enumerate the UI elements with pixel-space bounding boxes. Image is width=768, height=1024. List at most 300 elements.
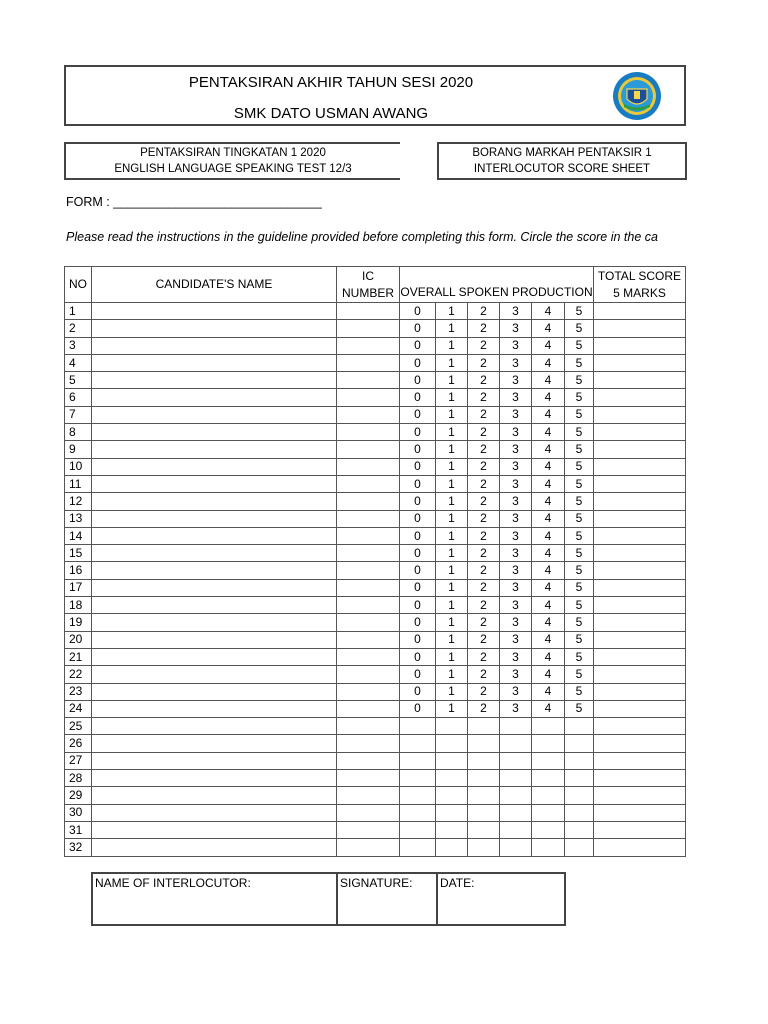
candidate-name-cell[interactable] xyxy=(92,372,337,389)
ic-number-cell[interactable] xyxy=(337,527,400,544)
score-option-cell[interactable]: 1 xyxy=(436,458,468,475)
score-option-cell[interactable]: 1 xyxy=(436,475,468,492)
candidate-name-cell[interactable] xyxy=(92,683,337,700)
score-option-cell[interactable]: 0 xyxy=(400,406,436,423)
candidate-name-cell[interactable] xyxy=(92,821,337,838)
score-option-cell[interactable]: 4 xyxy=(532,303,565,320)
score-option-cell[interactable]: 2 xyxy=(468,424,500,441)
score-option-cell[interactable]: 4 xyxy=(532,648,565,665)
candidate-name-cell[interactable] xyxy=(92,406,337,423)
score-option-cell[interactable]: 1 xyxy=(436,354,468,371)
score-option-cell[interactable]: 0 xyxy=(400,562,436,579)
candidate-name-cell[interactable] xyxy=(92,562,337,579)
total-score-cell[interactable] xyxy=(594,804,686,821)
ic-number-cell[interactable] xyxy=(337,839,400,856)
total-score-cell[interactable] xyxy=(594,354,686,371)
score-option-cell[interactable]: 1 xyxy=(436,614,468,631)
ic-number-cell[interactable] xyxy=(337,320,400,337)
signature-field[interactable] xyxy=(338,874,438,924)
score-option-cell[interactable] xyxy=(500,735,532,752)
score-option-cell[interactable]: 3 xyxy=(500,666,532,683)
total-score-cell[interactable] xyxy=(594,839,686,856)
candidate-name-cell[interactable] xyxy=(92,735,337,752)
score-option-cell[interactable]: 3 xyxy=(500,631,532,648)
ic-number-cell[interactable] xyxy=(337,804,400,821)
candidate-name-cell[interactable] xyxy=(92,752,337,769)
score-option-cell[interactable] xyxy=(532,718,565,735)
score-option-cell[interactable]: 5 xyxy=(565,614,594,631)
score-option-cell[interactable] xyxy=(500,718,532,735)
total-score-cell[interactable] xyxy=(594,562,686,579)
score-option-cell[interactable]: 3 xyxy=(500,372,532,389)
total-score-cell[interactable] xyxy=(594,752,686,769)
score-option-cell[interactable]: 2 xyxy=(468,700,500,717)
score-option-cell[interactable] xyxy=(500,752,532,769)
score-option-cell[interactable] xyxy=(532,821,565,838)
score-option-cell[interactable] xyxy=(500,770,532,787)
score-option-cell[interactable]: 2 xyxy=(468,337,500,354)
score-option-cell[interactable]: 4 xyxy=(532,579,565,596)
candidate-name-cell[interactable] xyxy=(92,320,337,337)
score-option-cell[interactable]: 3 xyxy=(500,320,532,337)
score-option-cell[interactable]: 0 xyxy=(400,527,436,544)
total-score-cell[interactable] xyxy=(594,320,686,337)
score-option-cell[interactable]: 5 xyxy=(565,320,594,337)
score-option-cell[interactable]: 0 xyxy=(400,614,436,631)
total-score-cell[interactable] xyxy=(594,735,686,752)
candidate-name-cell[interactable] xyxy=(92,787,337,804)
score-option-cell[interactable]: 4 xyxy=(532,441,565,458)
score-option-cell[interactable]: 4 xyxy=(532,493,565,510)
score-option-cell[interactable]: 3 xyxy=(500,406,532,423)
score-option-cell[interactable]: 4 xyxy=(532,597,565,614)
score-option-cell[interactable] xyxy=(436,804,468,821)
score-option-cell[interactable] xyxy=(565,787,594,804)
score-option-cell[interactable]: 1 xyxy=(436,303,468,320)
candidate-name-cell[interactable] xyxy=(92,597,337,614)
total-score-cell[interactable] xyxy=(594,441,686,458)
ic-number-cell[interactable] xyxy=(337,493,400,510)
total-score-cell[interactable] xyxy=(594,389,686,406)
candidate-name-cell[interactable] xyxy=(92,475,337,492)
score-option-cell[interactable] xyxy=(468,839,500,856)
school-crest-icon xyxy=(612,71,662,121)
score-option-cell[interactable] xyxy=(400,821,436,838)
score-option-cell[interactable]: 5 xyxy=(565,354,594,371)
score-option-cell[interactable]: 3 xyxy=(500,579,532,596)
score-option-cell[interactable]: 1 xyxy=(436,389,468,406)
score-option-cell[interactable] xyxy=(436,839,468,856)
score-option-cell[interactable] xyxy=(436,718,468,735)
score-option-cell[interactable]: 4 xyxy=(532,545,565,562)
score-option-cell[interactable]: 2 xyxy=(468,631,500,648)
score-option-cell[interactable]: 1 xyxy=(436,631,468,648)
ic-number-cell[interactable] xyxy=(337,752,400,769)
candidate-name-cell[interactable] xyxy=(92,545,337,562)
total-score-cell[interactable] xyxy=(594,787,686,804)
score-option-cell[interactable]: 4 xyxy=(532,389,565,406)
total-score-cell[interactable] xyxy=(594,337,686,354)
score-option-cell[interactable] xyxy=(400,718,436,735)
ic-number-cell[interactable] xyxy=(337,303,400,320)
score-option-cell[interactable]: 3 xyxy=(500,510,532,527)
ic-number-cell[interactable] xyxy=(337,787,400,804)
candidate-name-cell[interactable] xyxy=(92,493,337,510)
candidate-name-cell[interactable] xyxy=(92,804,337,821)
score-option-cell[interactable] xyxy=(468,752,500,769)
score-option-cell[interactable]: 2 xyxy=(468,545,500,562)
candidate-name-cell[interactable] xyxy=(92,458,337,475)
ic-number-cell[interactable] xyxy=(337,372,400,389)
score-option-cell[interactable]: 4 xyxy=(532,700,565,717)
interlocutor-name-field[interactable] xyxy=(93,874,338,924)
score-option-cell[interactable]: 4 xyxy=(532,424,565,441)
score-option-cell[interactable]: 2 xyxy=(468,458,500,475)
score-option-cell[interactable]: 0 xyxy=(400,337,436,354)
score-option-cell[interactable]: 2 xyxy=(468,510,500,527)
total-score-cell[interactable] xyxy=(594,770,686,787)
candidate-name-cell[interactable] xyxy=(92,303,337,320)
ic-number-cell[interactable] xyxy=(337,614,400,631)
score-option-cell[interactable]: 2 xyxy=(468,493,500,510)
score-option-cell[interactable] xyxy=(532,752,565,769)
score-option-cell[interactable]: 4 xyxy=(532,320,565,337)
score-option-cell[interactable]: 1 xyxy=(436,597,468,614)
total-score-cell[interactable] xyxy=(594,424,686,441)
score-option-cell[interactable]: 2 xyxy=(468,597,500,614)
score-option-cell[interactable]: 2 xyxy=(468,562,500,579)
score-option-cell[interactable]: 4 xyxy=(532,372,565,389)
score-option-cell[interactable]: 3 xyxy=(500,527,532,544)
score-option-cell[interactable]: 0 xyxy=(400,475,436,492)
score-option-cell[interactable]: 4 xyxy=(532,337,565,354)
ic-number-cell[interactable] xyxy=(337,562,400,579)
score-option-cell[interactable]: 4 xyxy=(532,475,565,492)
total-score-cell[interactable] xyxy=(594,666,686,683)
score-option-cell[interactable]: 0 xyxy=(400,510,436,527)
total-score-cell[interactable] xyxy=(594,821,686,838)
score-option-cell[interactable]: 2 xyxy=(468,303,500,320)
total-score-cell[interactable] xyxy=(594,303,686,320)
score-option-cell[interactable]: 4 xyxy=(532,683,565,700)
score-option-cell[interactable]: 1 xyxy=(436,441,468,458)
score-option-cell[interactable] xyxy=(500,821,532,838)
form-field[interactable]: FORM : ______________________________ xyxy=(66,195,322,209)
ic-number-cell[interactable] xyxy=(337,424,400,441)
score-option-cell[interactable] xyxy=(436,735,468,752)
score-option-cell[interactable] xyxy=(400,770,436,787)
score-option-cell[interactable] xyxy=(400,735,436,752)
score-option-cell[interactable]: 2 xyxy=(468,354,500,371)
score-option-cell[interactable]: 3 xyxy=(500,424,532,441)
score-option-cell[interactable]: 4 xyxy=(532,631,565,648)
score-option-cell[interactable]: 3 xyxy=(500,683,532,700)
score-option-cell[interactable]: 0 xyxy=(400,389,436,406)
score-option-cell[interactable]: 3 xyxy=(500,648,532,665)
score-option-cell[interactable]: 0 xyxy=(400,458,436,475)
ic-number-cell[interactable] xyxy=(337,354,400,371)
score-option-cell[interactable]: 3 xyxy=(500,303,532,320)
ic-number-cell[interactable] xyxy=(337,475,400,492)
ic-number-cell[interactable] xyxy=(337,700,400,717)
score-option-cell[interactable]: 5 xyxy=(565,579,594,596)
instructions-text: Please read the instructions in the guideline provided before completing this form. Circle the score in the ca xyxy=(66,230,658,244)
score-option-cell[interactable]: 5 xyxy=(565,424,594,441)
score-option-cell[interactable]: 0 xyxy=(400,597,436,614)
score-option-cell[interactable] xyxy=(400,804,436,821)
ic-number-cell[interactable] xyxy=(337,821,400,838)
total-score-cell[interactable] xyxy=(594,597,686,614)
score-option-cell[interactable]: 5 xyxy=(565,562,594,579)
score-option-cell[interactable]: 1 xyxy=(436,527,468,544)
total-score-cell[interactable] xyxy=(594,631,686,648)
score-option-cell[interactable]: 2 xyxy=(468,648,500,665)
score-option-cell[interactable] xyxy=(400,839,436,856)
candidate-name-cell[interactable] xyxy=(92,424,337,441)
score-option-cell[interactable]: 1 xyxy=(436,545,468,562)
score-option-cell[interactable]: 5 xyxy=(565,648,594,665)
score-option-cell[interactable]: 5 xyxy=(565,493,594,510)
score-option-cell[interactable]: 3 xyxy=(500,441,532,458)
table-row xyxy=(65,666,686,683)
score-option-cell[interactable] xyxy=(500,839,532,856)
score-option-cell[interactable]: 0 xyxy=(400,683,436,700)
score-option-cell[interactable] xyxy=(468,718,500,735)
score-option-cell[interactable] xyxy=(400,787,436,804)
candidate-name-cell[interactable] xyxy=(92,527,337,544)
total-score-cell[interactable] xyxy=(594,700,686,717)
score-option-cell[interactable] xyxy=(565,804,594,821)
score-option-cell[interactable]: 1 xyxy=(436,320,468,337)
score-option-cell[interactable] xyxy=(436,770,468,787)
ic-number-cell[interactable] xyxy=(337,389,400,406)
score-option-cell[interactable]: 3 xyxy=(500,493,532,510)
score-option-cell[interactable]: 5 xyxy=(565,683,594,700)
total-score-cell[interactable] xyxy=(594,614,686,631)
ic-number-cell[interactable] xyxy=(337,631,400,648)
score-option-cell[interactable]: 2 xyxy=(468,389,500,406)
score-option-cell[interactable] xyxy=(532,804,565,821)
score-option-cell[interactable] xyxy=(565,752,594,769)
ic-number-cell[interactable] xyxy=(337,770,400,787)
ic-number-cell[interactable] xyxy=(337,406,400,423)
candidate-name-cell[interactable] xyxy=(92,579,337,596)
score-option-cell[interactable]: 1 xyxy=(436,337,468,354)
score-option-cell[interactable]: 3 xyxy=(500,597,532,614)
total-score-cell[interactable] xyxy=(594,372,686,389)
ic-number-cell[interactable] xyxy=(337,683,400,700)
score-option-cell[interactable] xyxy=(436,752,468,769)
score-option-cell[interactable]: 0 xyxy=(400,700,436,717)
score-option-cell[interactable] xyxy=(532,787,565,804)
score-option-cell[interactable]: 0 xyxy=(400,493,436,510)
ic-number-cell[interactable] xyxy=(337,597,400,614)
total-score-cell[interactable] xyxy=(594,683,686,700)
score-option-cell[interactable]: 0 xyxy=(400,545,436,562)
candidate-name-cell[interactable] xyxy=(92,700,337,717)
score-option-cell[interactable]: 1 xyxy=(436,372,468,389)
total-score-cell[interactable] xyxy=(594,475,686,492)
score-option-cell[interactable]: 5 xyxy=(565,475,594,492)
score-option-cell[interactable] xyxy=(400,752,436,769)
score-option-cell[interactable]: 5 xyxy=(565,406,594,423)
total-score-cell[interactable] xyxy=(594,648,686,665)
score-option-cell[interactable]: 3 xyxy=(500,458,532,475)
table-row xyxy=(65,700,686,717)
candidate-name-cell[interactable] xyxy=(92,770,337,787)
candidate-name-cell[interactable] xyxy=(92,441,337,458)
total-score-cell[interactable] xyxy=(594,718,686,735)
score-option-cell[interactable]: 3 xyxy=(500,545,532,562)
score-option-cell[interactable]: 4 xyxy=(532,562,565,579)
score-option-cell[interactable]: 5 xyxy=(565,458,594,475)
total-score-cell[interactable] xyxy=(594,493,686,510)
score-option-cell[interactable]: 3 xyxy=(500,614,532,631)
date-field[interactable] xyxy=(438,874,564,924)
score-option-cell[interactable]: 3 xyxy=(500,562,532,579)
score-option-cell[interactable]: 2 xyxy=(468,320,500,337)
candidate-name-cell[interactable] xyxy=(92,839,337,856)
score-option-cell[interactable]: 0 xyxy=(400,631,436,648)
candidate-name-cell[interactable] xyxy=(92,510,337,527)
total-score-cell[interactable] xyxy=(594,510,686,527)
score-option-cell[interactable]: 5 xyxy=(565,303,594,320)
score-option-cell[interactable]: 0 xyxy=(400,666,436,683)
ic-number-cell[interactable] xyxy=(337,735,400,752)
score-option-cell[interactable]: 0 xyxy=(400,354,436,371)
score-option-cell[interactable] xyxy=(468,821,500,838)
score-option-cell[interactable]: 5 xyxy=(565,666,594,683)
score-option-cell[interactable]: 0 xyxy=(400,303,436,320)
score-option-cell[interactable]: 1 xyxy=(436,700,468,717)
ic-number-cell[interactable] xyxy=(337,579,400,596)
score-option-cell[interactable]: 2 xyxy=(468,683,500,700)
score-option-cell[interactable] xyxy=(565,718,594,735)
score-option-cell[interactable]: 0 xyxy=(400,320,436,337)
candidate-name-cell[interactable] xyxy=(92,389,337,406)
score-option-cell[interactable]: 0 xyxy=(400,579,436,596)
score-option-cell[interactable]: 2 xyxy=(468,406,500,423)
total-score-cell[interactable] xyxy=(594,579,686,596)
score-option-cell[interactable]: 5 xyxy=(565,441,594,458)
score-option-cell[interactable]: 1 xyxy=(436,683,468,700)
ic-number-cell[interactable] xyxy=(337,545,400,562)
score-option-cell[interactable] xyxy=(468,735,500,752)
score-option-cell[interactable]: 2 xyxy=(468,372,500,389)
total-score-cell[interactable] xyxy=(594,545,686,562)
score-option-cell[interactable] xyxy=(468,804,500,821)
score-option-cell[interactable]: 5 xyxy=(565,700,594,717)
score-option-cell[interactable]: 0 xyxy=(400,424,436,441)
score-option-cell[interactable]: 1 xyxy=(436,579,468,596)
score-option-cell[interactable]: 1 xyxy=(436,406,468,423)
score-option-cell[interactable] xyxy=(436,821,468,838)
score-option-cell[interactable]: 1 xyxy=(436,648,468,665)
score-option-cell[interactable]: 1 xyxy=(436,493,468,510)
table-row xyxy=(65,770,686,787)
score-option-cell[interactable] xyxy=(565,770,594,787)
score-option-cell[interactable] xyxy=(565,735,594,752)
total-score-cell[interactable] xyxy=(594,527,686,544)
score-option-cell[interactable]: 5 xyxy=(565,631,594,648)
score-option-cell[interactable]: 1 xyxy=(436,510,468,527)
score-option-cell[interactable]: 2 xyxy=(468,527,500,544)
score-option-cell[interactable]: 4 xyxy=(532,510,565,527)
score-option-cell[interactable]: 4 xyxy=(532,406,565,423)
score-option-cell[interactable]: 0 xyxy=(400,372,436,389)
score-option-cell[interactable]: 0 xyxy=(400,648,436,665)
candidate-name-cell[interactable] xyxy=(92,631,337,648)
candidate-name-cell[interactable] xyxy=(92,614,337,631)
score-option-cell[interactable]: 0 xyxy=(400,441,436,458)
ic-number-cell[interactable] xyxy=(337,510,400,527)
score-option-cell[interactable]: 5 xyxy=(565,597,594,614)
score-option-cell[interactable] xyxy=(532,770,565,787)
ic-number-cell[interactable] xyxy=(337,458,400,475)
score-option-cell[interactable]: 5 xyxy=(565,527,594,544)
ic-number-cell[interactable] xyxy=(337,648,400,665)
ic-number-cell[interactable] xyxy=(337,441,400,458)
score-option-cell[interactable]: 4 xyxy=(532,666,565,683)
score-option-cell[interactable] xyxy=(468,770,500,787)
score-option-cell[interactable]: 4 xyxy=(532,614,565,631)
row-number: 27 xyxy=(65,752,92,769)
score-option-cell[interactable]: 2 xyxy=(468,579,500,596)
score-option-cell[interactable]: 3 xyxy=(500,700,532,717)
ic-number-cell[interactable] xyxy=(337,337,400,354)
score-option-cell[interactable]: 2 xyxy=(468,614,500,631)
score-option-cell[interactable]: 5 xyxy=(565,337,594,354)
score-option-cell[interactable] xyxy=(565,821,594,838)
score-option-cell[interactable]: 2 xyxy=(468,666,500,683)
score-option-cell[interactable]: 2 xyxy=(468,441,500,458)
candidate-name-cell[interactable] xyxy=(92,666,337,683)
candidate-name-cell[interactable] xyxy=(92,648,337,665)
score-option-cell[interactable] xyxy=(468,787,500,804)
candidate-name-cell[interactable] xyxy=(92,337,337,354)
score-option-cell[interactable]: 3 xyxy=(500,475,532,492)
score-table xyxy=(64,266,686,857)
score-option-cell[interactable]: 5 xyxy=(565,372,594,389)
score-option-cell[interactable]: 1 xyxy=(436,424,468,441)
score-option-cell[interactable]: 1 xyxy=(436,562,468,579)
score-option-cell[interactable]: 5 xyxy=(565,510,594,527)
ic-number-cell[interactable] xyxy=(337,666,400,683)
score-option-cell[interactable]: 4 xyxy=(532,527,565,544)
score-option-cell[interactable] xyxy=(500,787,532,804)
score-option-cell[interactable]: 3 xyxy=(500,389,532,406)
score-option-cell[interactable] xyxy=(532,735,565,752)
score-option-cell[interactable]: 4 xyxy=(532,458,565,475)
score-option-cell[interactable] xyxy=(500,804,532,821)
candidate-name-cell[interactable] xyxy=(92,354,337,371)
score-option-cell[interactable]: 5 xyxy=(565,389,594,406)
score-option-cell[interactable] xyxy=(436,787,468,804)
score-option-cell[interactable]: 5 xyxy=(565,545,594,562)
score-option-cell[interactable]: 1 xyxy=(436,666,468,683)
score-option-cell[interactable] xyxy=(565,839,594,856)
score-option-cell[interactable]: 4 xyxy=(532,354,565,371)
score-option-cell[interactable] xyxy=(532,839,565,856)
total-score-cell[interactable] xyxy=(594,406,686,423)
score-option-cell[interactable]: 2 xyxy=(468,475,500,492)
table-row xyxy=(65,441,686,458)
candidate-name-cell[interactable] xyxy=(92,718,337,735)
score-option-cell[interactable]: 3 xyxy=(500,337,532,354)
ic-number-cell[interactable] xyxy=(337,718,400,735)
total-score-cell[interactable] xyxy=(594,458,686,475)
score-option-cell[interactable]: 3 xyxy=(500,354,532,371)
